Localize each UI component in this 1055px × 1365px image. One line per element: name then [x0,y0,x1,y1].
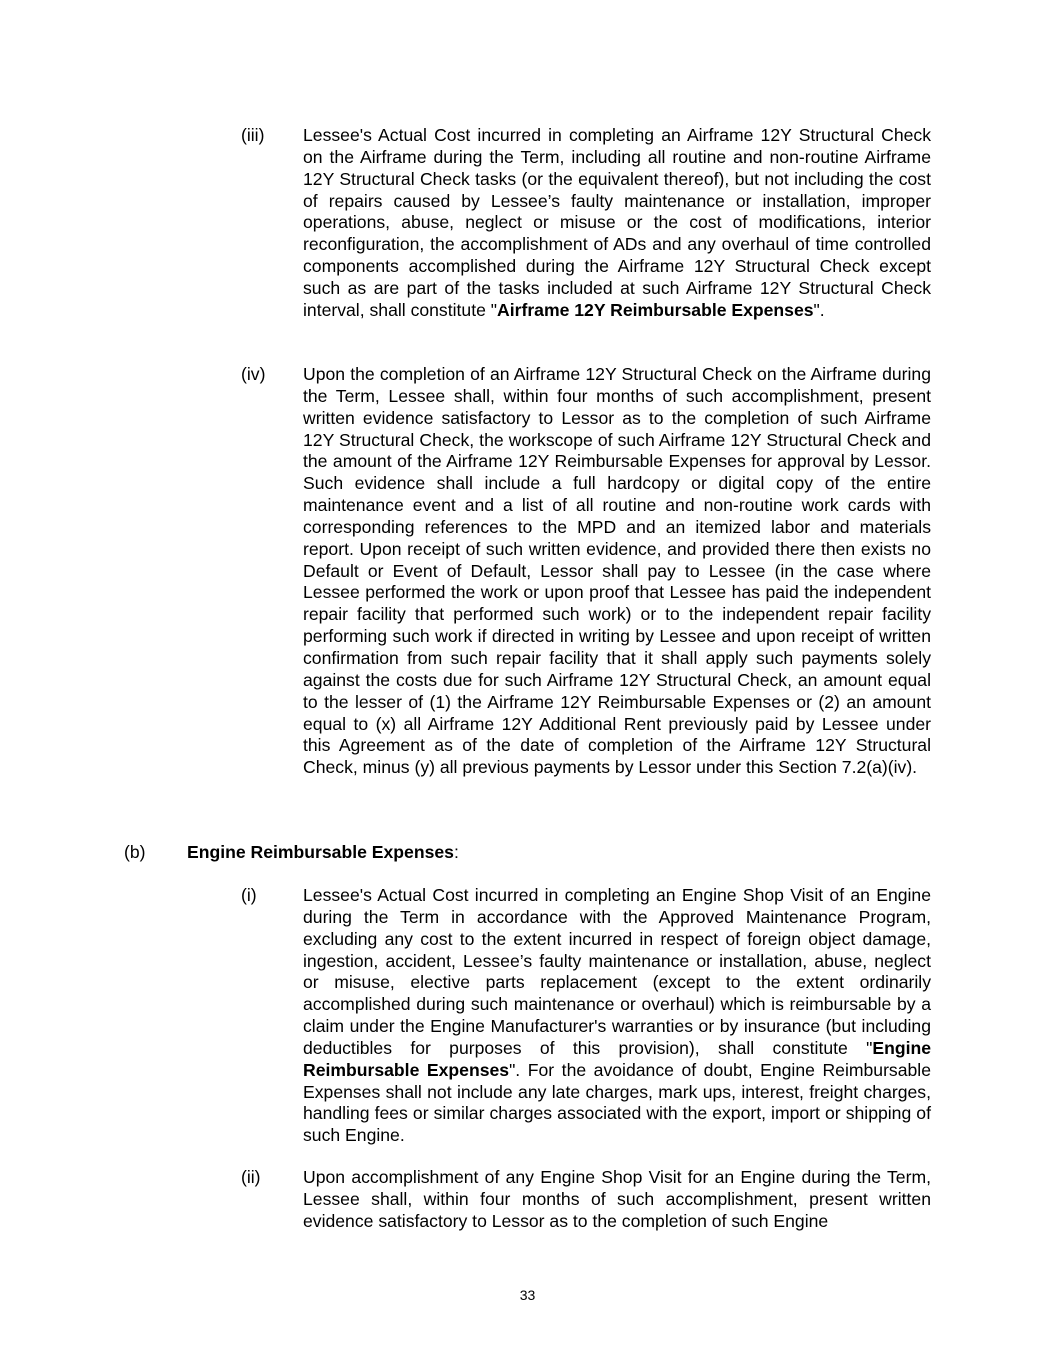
item-b-ii-paragraph: Upon accomplishment of any Engine Shop Visit for an Engine during the Term, Lessee shall, within four months of such accomplishment, present written evidence satisfactory to Lessor as to the completion of such Engine [303,1167,931,1231]
item-b-i-paragraph [303,885,931,1147]
section-b-heading-text: Engine Reimbursable Expenses [187,842,454,862]
item-b-i-text: Lessee's Actual Cost incurred in completing an Engine Shop Visit of an Engine during the Term in accordance with the Approved Maintenance Program, excluding any cost to the extent incurred in respect of foreign object damage, ingestion, accident, Lessee’s faulty maintenance or installation, abuse, neglect or misuse, elective parts replacement (except to the extent ordinarily accomplished during such maintenance or overhaul) which is reimbursable by a claim under the Engine Manufacturer's warranties or by insurance (but including deductibles for purposes of this provision), shall constitute " [303,885,931,1058]
item-iii-label: (iii) [241,125,265,145]
page-number: 33 [519,1287,536,1303]
item-iii-defined-term: Airframe 12Y Reimbursable Expenses [497,299,814,320]
item-iv-paragraph: Upon the completion of an Airframe 12Y Structural Check on the Airframe during the Term, Lessee shall, within four months of such accomplishment, present written evidence satisfactory to Lessor as to the completion of such Airframe 12Y Structural Check, the workscope of such Airframe 12Y Structural Check and the amount of the Airframe 12Y Reimbursable Expenses for approval by Lessor. Such evidence shall include a full hardcopy or digital copy of the entire maintenance event and a list of all routine and non-routine work cards with corresponding references to the MPD and an itemized labor and materials report. Upon receipt of such written evidence, and provided there then exists no Default or Event of Default, Lessor shall pay to Lessee (in the case where Lessee performed the work or upon proof that Lessee has paid the independent repair facility that performed such work) or to the independent repair facility performing such work if directed in writing by Lessee and upon receipt of written confirmation from such repair facility that it shall apply such payments solely against the costs due for such Airframe 12Y Structural Check, an amount equal to the lesser of (1) the Airframe 12Y Reimbursable Expenses or (2) an amount equal to (x) all Airframe 12Y Additional Rent previously paid by Lessee under this Agreement as of the date of completion of the Airframe 12Y Structural Check, minus (y) all previous payments by Lessor under this Section 7.2(a)(iv). [303,364,931,778]
section-b-heading [187,842,459,864]
item-b-i-label: (i) [241,885,257,905]
item-iv-label: (iv) [241,364,266,384]
item-b-i-text-end: ". For the avoidance of doubt, Engine Reimbursable Expenses shall not include any late charges, mark ups, interest, freight charges, handling fees or similar charges associated with the export, import or shipping of such Engine. [303,1059,931,1146]
section-b-label: (b) [124,842,146,862]
item-b-i-defined-term: Engine Reimbursable Expenses [303,1037,931,1080]
item-b-ii-label: (ii) [241,1167,261,1187]
item-iii-text-end: ". [813,299,825,320]
item-iii-paragraph [303,125,931,322]
section-b-heading-colon: : [453,842,459,862]
item-iii-text: Lessee's Actual Cost incurred in completing an Airframe 12Y Structural Check on the Airframe during the Term, including all routine and non-routine Airframe 12Y Structural Check tasks (or the equivalent thereof), but not including the cost of repairs caused by Lessee’s faulty maintenance or installation, improper operations, abuse, neglect or misuse or the cost of modifications, interior reconfiguration, the accomplishment of ADs and any overhaul of time controlled components accomplished during the Airframe 12Y Structural Check except such as are part of the tasks included at such Airframe 12Y Structural Check interval, shall constitute " [303,125,931,320]
